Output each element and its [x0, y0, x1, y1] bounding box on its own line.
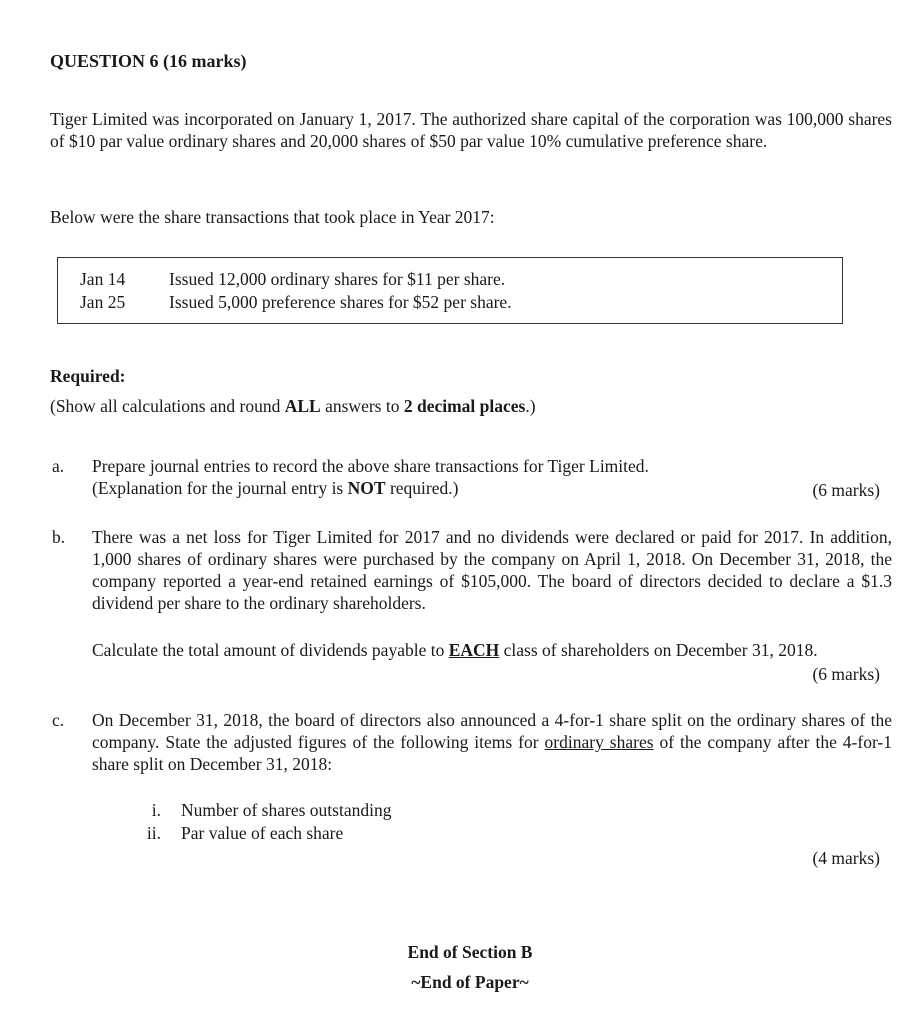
- part-a-text: [92, 455, 892, 499]
- required-note: [50, 395, 536, 417]
- required-note-emphasis: 2 decimal places: [403, 396, 526, 416]
- part-a-line2-text: (Explanation for the journal entry is: [92, 478, 348, 498]
- transaction-description: Issued 12,000 ordinary shares for $11 per share.: [169, 269, 506, 289]
- sub-item-number: i.: [151, 800, 161, 820]
- sub-item-text: Par value of each share: [181, 823, 344, 843]
- required-note-text: answers to: [320, 396, 404, 416]
- part-b-instruction: [92, 639, 892, 661]
- part-c-label: c.: [52, 710, 65, 730]
- sub-item-number: ii.: [146, 823, 161, 843]
- part-c-text-underlined: ordinary shares: [544, 732, 654, 752]
- part-a-line2-text: required.): [385, 478, 459, 498]
- question-heading: QUESTION 6 (16 marks): [50, 51, 247, 71]
- end-of-section: End of Section B: [407, 942, 533, 962]
- part-b-instruction-text: class of shareholders on December 31, 2018.: [499, 640, 818, 660]
- part-b-text: There was a net loss for Tiger Limited for 2017 and no dividends were declared or paid for 2017. In addition, 1,000 shares of ordinary shares were purchased by the company on April 1, 2018. On December 31, 2018, the company reported a year-end retained earnings of $105,000. The board of directors decided to declare a $1.3 dividend per share to the ordinary shareholders.: [92, 527, 892, 613]
- part-b-instruction-emphasis: EACH: [448, 640, 500, 660]
- part-b-label: b.: [52, 527, 66, 547]
- part-c-marks: (4 marks): [812, 848, 880, 868]
- part-b-instruction-text: Calculate the total amount of dividends payable to: [92, 640, 449, 660]
- end-of-paper: ~End of Paper~: [411, 972, 529, 992]
- transactions-intro: Below were the share transactions that took place in Year 2017:: [50, 207, 495, 227]
- part-a-line2-emphasis: NOT: [347, 478, 386, 498]
- required-note-text: (Show all calculations and round: [50, 396, 285, 416]
- required-title: Required:: [50, 366, 126, 386]
- part-a-line1: Prepare journal entries to record the above share transactions for Tiger Limited.: [92, 456, 649, 476]
- part-b-marks: (6 marks): [812, 664, 880, 684]
- transactions-box: [57, 257, 843, 324]
- sub-item-text: Number of shares outstanding: [181, 800, 392, 820]
- transaction-date: Jan 14: [80, 269, 126, 289]
- part-c-text: [92, 709, 892, 775]
- part-a-line2: [92, 477, 892, 499]
- part-a-label: a.: [52, 456, 65, 476]
- transaction-description: Issued 5,000 preference shares for $52 per share.: [169, 292, 512, 312]
- part-a-marks: (6 marks): [812, 480, 880, 500]
- required-note-text: .): [525, 396, 536, 416]
- required-note-emphasis: ALL: [284, 396, 321, 416]
- transaction-date: Jan 25: [80, 292, 126, 312]
- part-c-text-segment: of the company after the 4-for-1 share split on December 31, 2018:: [92, 732, 893, 774]
- question-intro: Tiger Limited was incorporated on January 1, 2017. The authorized share capital of the corporation was 100,000 shares of $10 par value ordinary shares and 20,000 shares of $50 par value 10% cumulative preference share.: [50, 109, 892, 151]
- part-c-text-segment: On December 31, 2018, the board of directors also announced a 4-for-1 share split on the ordinary shares of the company. State the adjusted figures of the following items for: [92, 710, 892, 752]
